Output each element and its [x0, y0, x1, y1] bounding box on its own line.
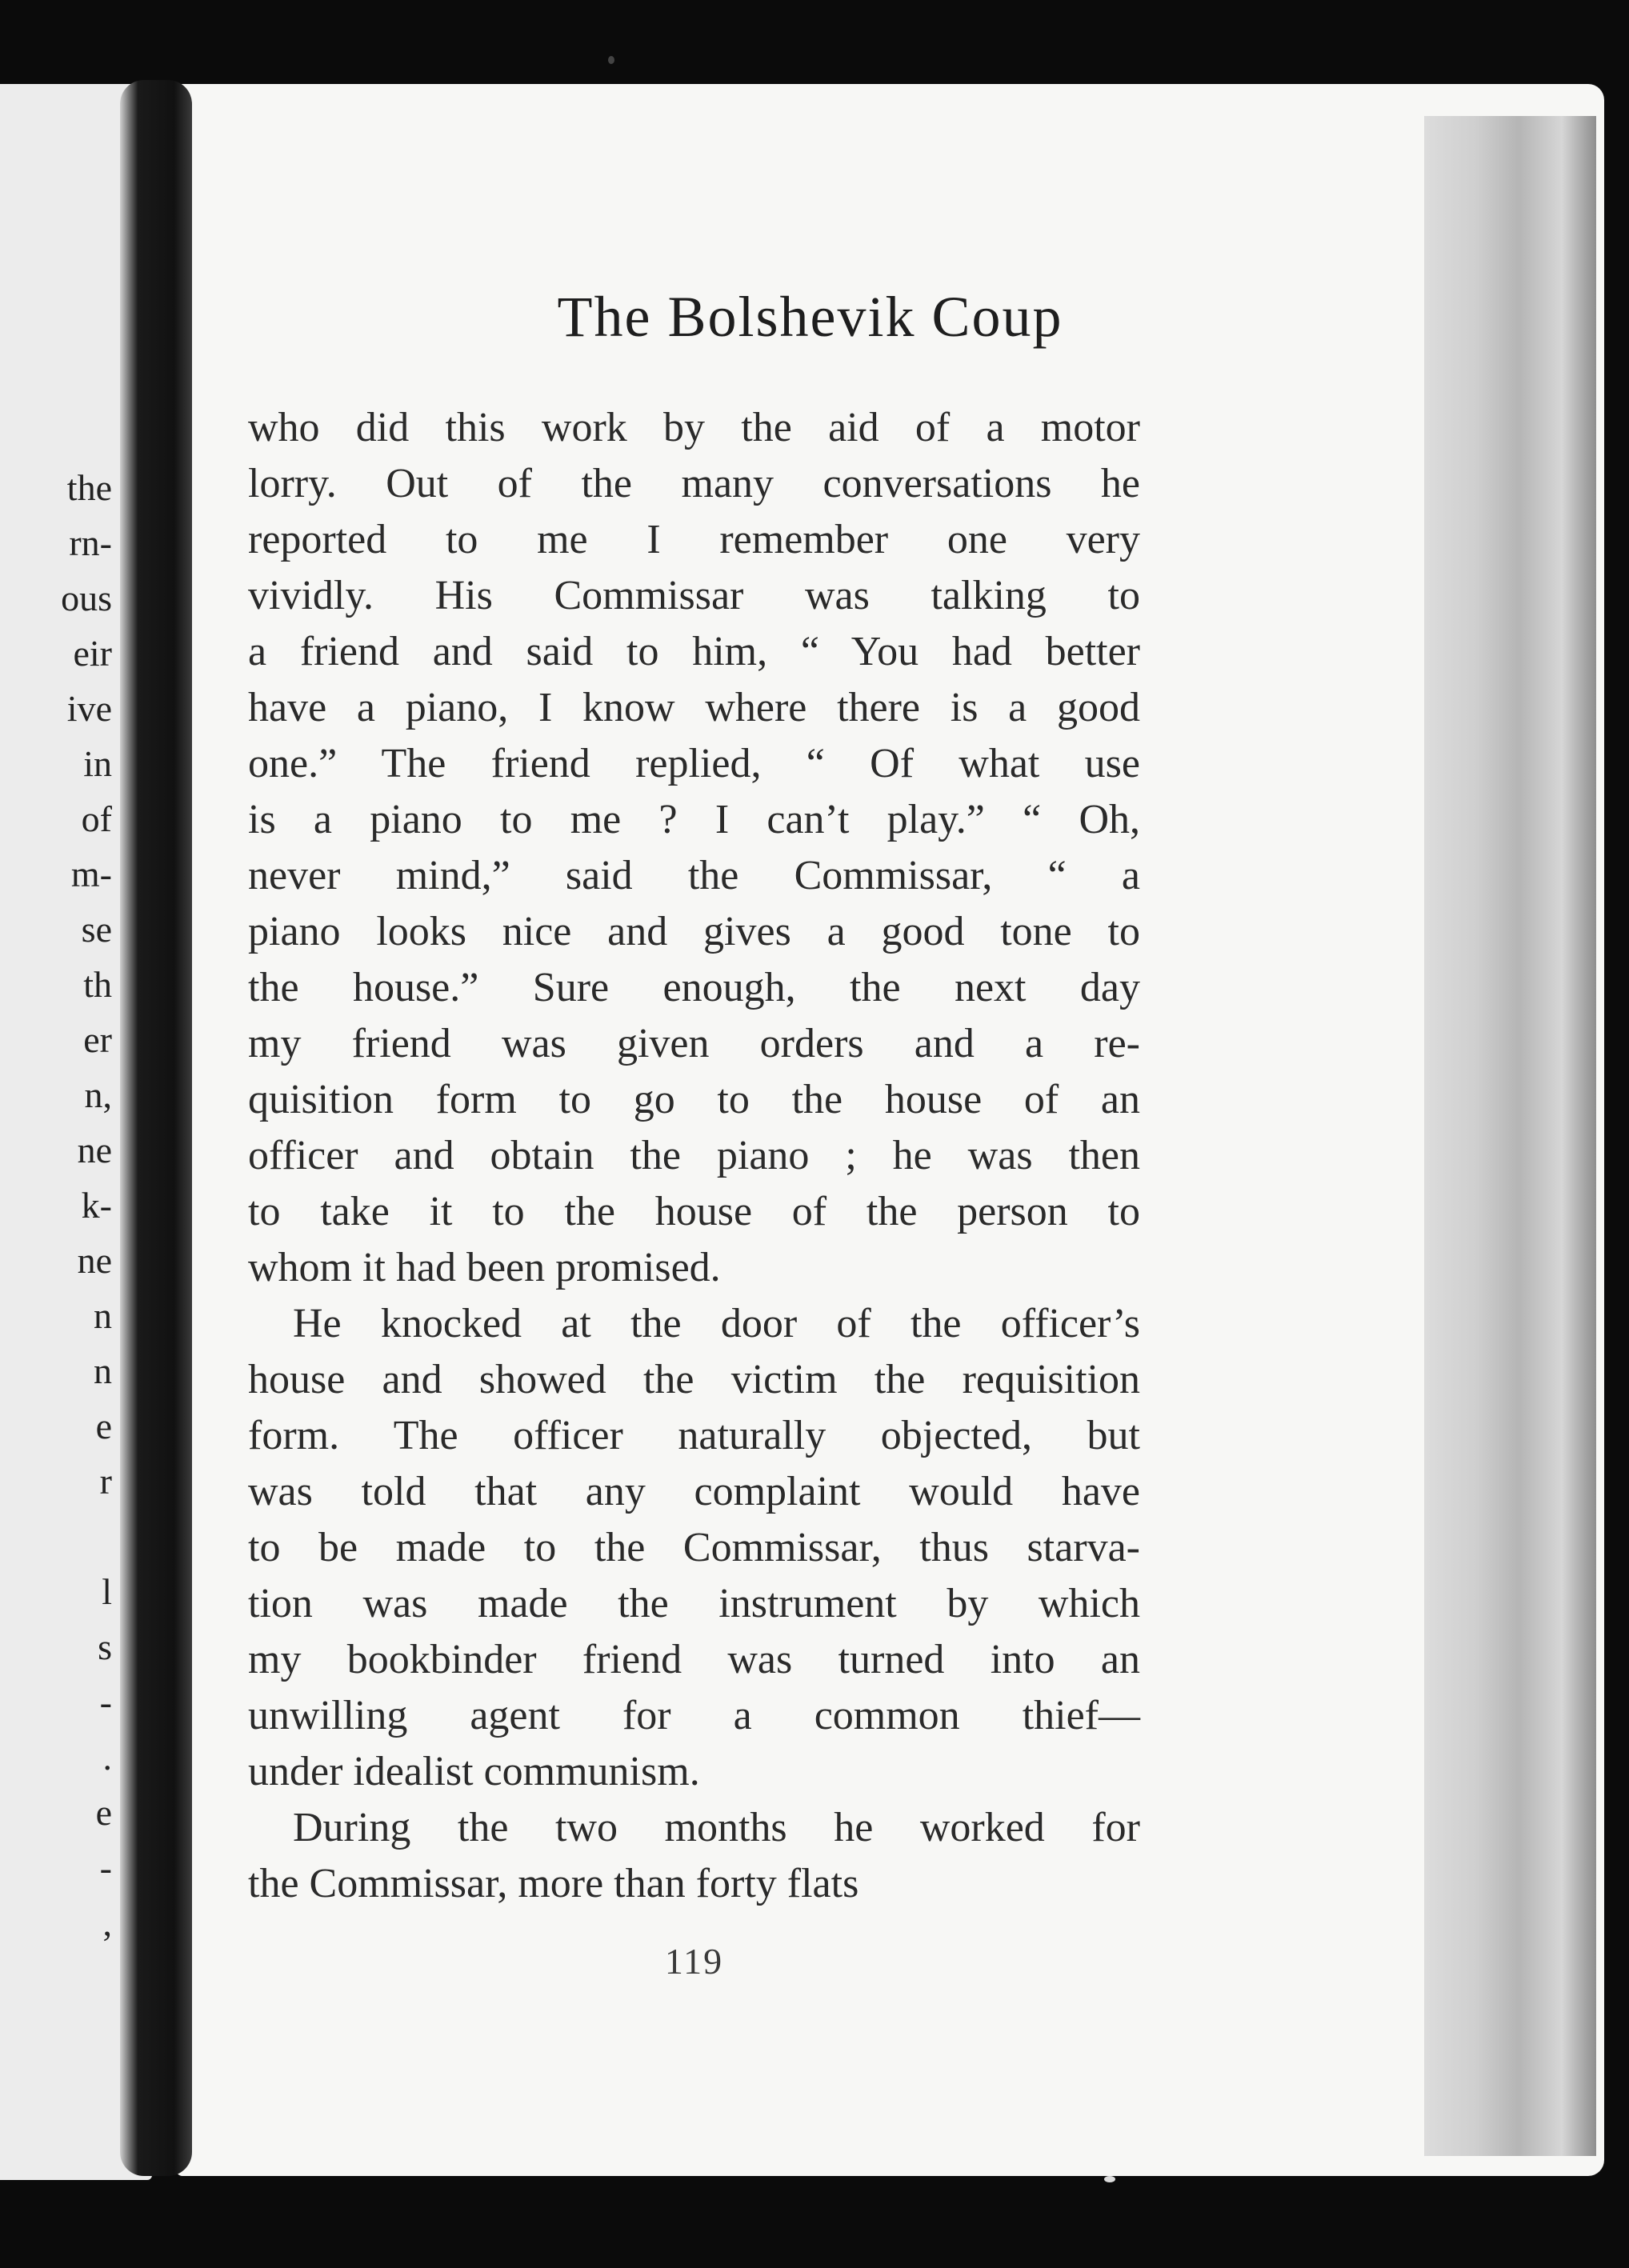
left-fragment-line: s: [98, 1626, 112, 1667]
left-fragment-line: -: [99, 1682, 112, 1722]
left-fragment-line: th: [83, 964, 112, 1005]
text-line: have a piano, I know where there is a good: [248, 685, 1140, 730]
left-fragment-line: ous: [61, 578, 112, 618]
text-line: a friend and said to him, “ You had better: [248, 629, 1140, 674]
left-fragment-line: m-: [70, 854, 112, 894]
running-head: The Bolshevik Coup: [557, 285, 1063, 349]
left-fragment-line: ,: [102, 1902, 112, 1943]
page-edge-stack: [1424, 116, 1596, 2156]
text-line: who did this work by the aid of a motor: [248, 405, 1140, 450]
text-line: was told that any complaint would have: [248, 1469, 1140, 1514]
text-line: whom it had been promised.: [248, 1245, 721, 1290]
text-line: officer and obtain the piano ; he was then: [248, 1133, 1140, 1178]
left-fragment-line: k-: [81, 1185, 112, 1226]
text-line: During the two months he worked for: [293, 1805, 1140, 1850]
paragraph: [248, 1296, 1140, 1800]
left-fragment-line: ive: [66, 688, 112, 729]
text-line: one.” The friend replied, “ Of what use: [248, 741, 1140, 786]
text-line: the Commissar, more than forty flats: [248, 1861, 859, 1906]
paragraph: [248, 400, 1140, 1296]
text-line: vividly. His Commissar was talking to: [248, 573, 1140, 618]
left-fragment-line: n: [94, 1295, 112, 1336]
text-line: to be made to the Commissar, thus starva-: [248, 1525, 1140, 1570]
text-line: tion was made the instrument by which: [248, 1581, 1140, 1626]
text-line: my friend was given orders and a re-: [248, 1021, 1140, 1066]
left-fragment-line: [0, 1509, 112, 1564]
body-text: [248, 400, 1140, 1912]
left-fragment-line: in: [83, 743, 112, 784]
text-line: unwilling agent for a common thief—: [248, 1693, 1140, 1738]
scan-speck: [608, 56, 614, 64]
text-line: my bookbinder friend was turned into an: [248, 1637, 1140, 1682]
left-fragment-line: .: [102, 1737, 112, 1778]
text-line: under idealist communism.: [248, 1749, 700, 1794]
text-line: form. The officer naturally objected, but: [248, 1413, 1140, 1458]
text-line: reported to me I remember one very: [248, 517, 1140, 562]
left-fragment-line: er: [83, 1019, 112, 1060]
left-fragment-line: eir: [73, 633, 112, 674]
text-line: house and showed the victim the requisition: [248, 1357, 1140, 1402]
left-fragment-line: e: [95, 1406, 112, 1446]
left-page-text-fragments: [0, 460, 112, 1950]
left-fragment-line: se: [81, 909, 112, 950]
text-line: piano looks nice and gives a good tone to: [248, 909, 1140, 954]
text-line: lorry. Out of the many conversations he: [248, 461, 1140, 506]
text-line: quisition form to go to the house of an: [248, 1077, 1140, 1122]
left-fragment-line: of: [81, 798, 112, 839]
scan-speck: [1104, 2176, 1115, 2182]
left-fragment-line: e: [95, 1792, 112, 1833]
left-fragment-line: ne: [77, 1130, 112, 1170]
left-fragment-line: the: [66, 467, 112, 508]
text-line: to take it to the house of the person to: [248, 1189, 1140, 1234]
left-fragment-line: ne: [77, 1240, 112, 1281]
left-fragment-line: n,: [84, 1074, 112, 1115]
left-fragment-line: l: [102, 1571, 112, 1612]
page-number: 119: [664, 1941, 724, 1982]
text-line: never mind,” said the Commissar, “ a: [248, 853, 1140, 898]
paragraph: [248, 1800, 1140, 1912]
left-fragment-line: r: [99, 1461, 112, 1502]
text-line: He knocked at the door of the officer’s: [293, 1301, 1140, 1346]
left-fragment-line: rn-: [69, 522, 112, 563]
book-gutter: [120, 80, 192, 2176]
left-fragment-line: n: [94, 1350, 112, 1391]
text-line: is a piano to me ? I can’t play.” “ Oh,: [248, 797, 1140, 842]
left-fragment-line: -: [99, 1847, 112, 1888]
text-line: the house.” Sure enough, the next day: [248, 965, 1140, 1010]
